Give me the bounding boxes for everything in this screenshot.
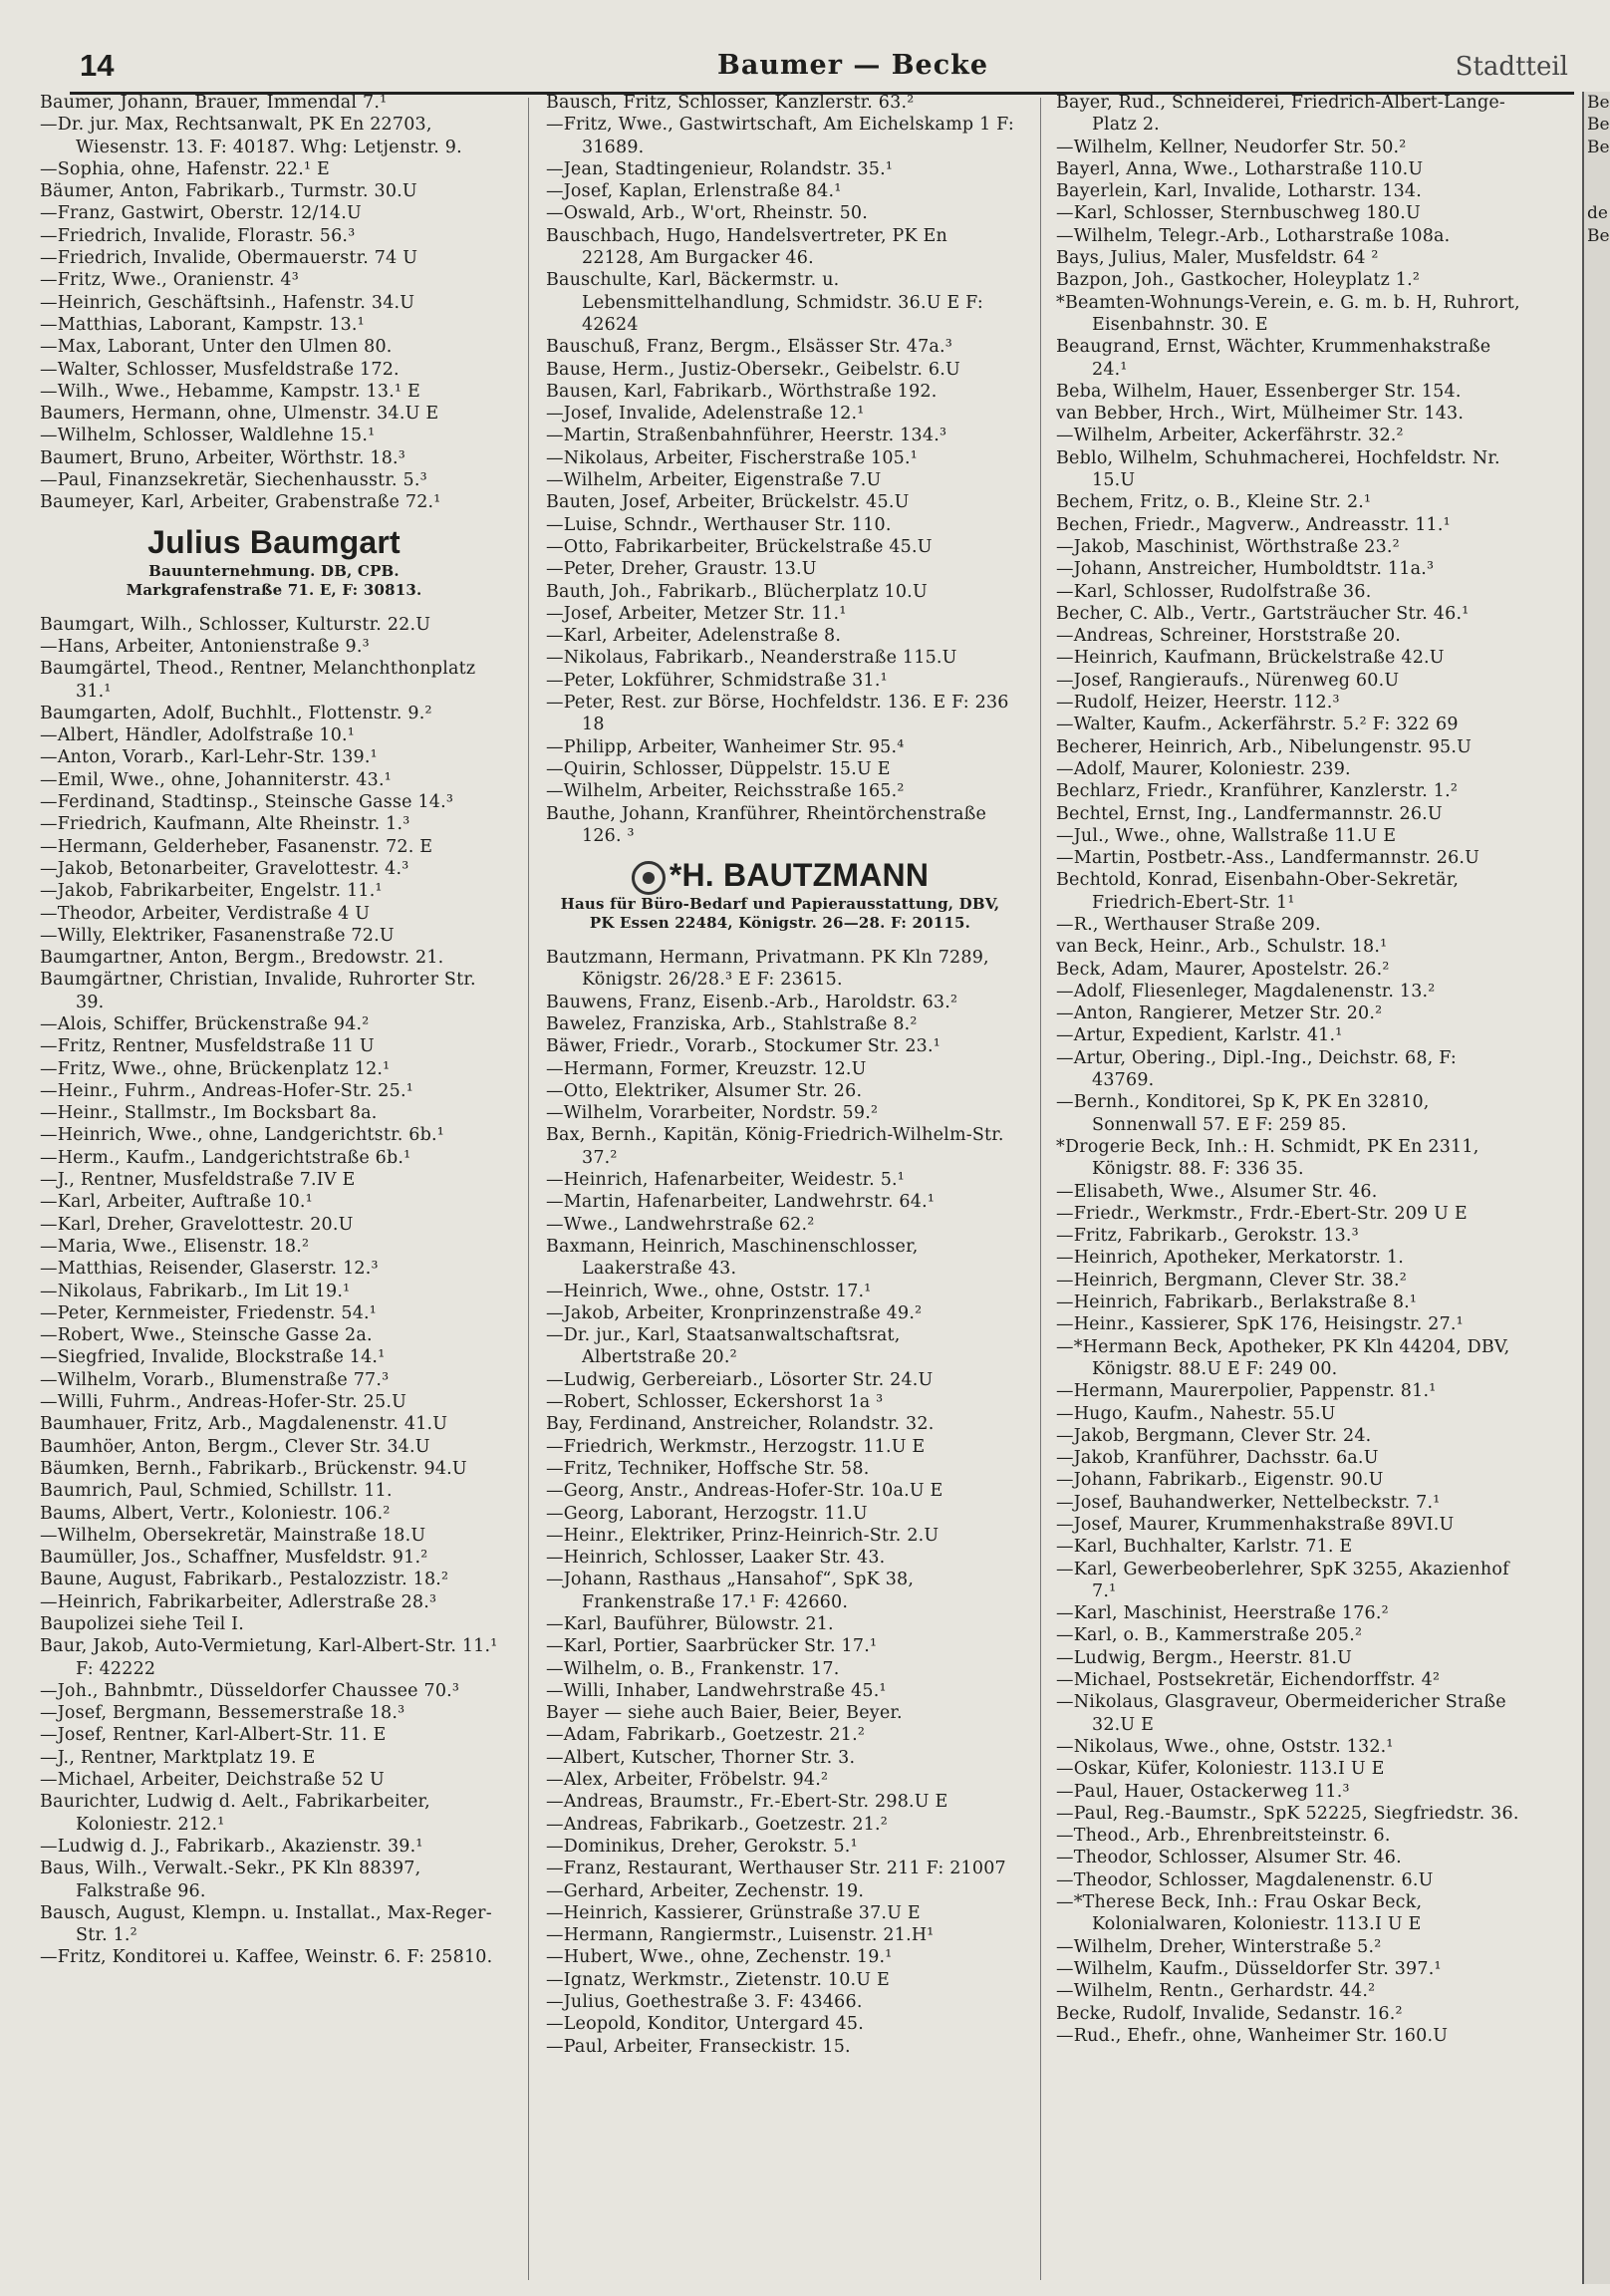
directory-entry: —Paul, Finanzsekretär, Siechenhausstr. 5.³	[40, 470, 427, 491]
directory-entry: Bechtel, Ernst, Ing., Landfermannstr. 26.U	[1056, 803, 1443, 824]
directory-entry: —Alex, Arbeiter, Fröbelstr. 94.²	[546, 1770, 829, 1791]
company-logo-icon	[632, 861, 666, 895]
directory-entry: Baumhauer, Fritz, Arb., Magdalenenstr. 41.U	[40, 1414, 448, 1435]
directory-entry: —Hermann, Gelderheber, Fasanenstr. 72. E	[40, 836, 433, 857]
ad-line: Bauunternehmung. DB, CPB.	[148, 561, 400, 580]
directory-entry: —Johann, Anstreicher, Humboldtstr. 11a.³	[1056, 559, 1435, 580]
directory-entry: —Jakob, Arbeiter, Kronprinzenstraße 49.²	[546, 1302, 923, 1323]
directory-entry: —Josef, Bauhandwerker, Nettelbeckstr. 7.¹	[1056, 1492, 1441, 1513]
directory-entry: —Oskar, Küfer, Koloniestr. 113.I U E	[1056, 1759, 1385, 1780]
directory-entry: Baumert, Bruno, Arbeiter, Wörthstr. 18.³	[40, 447, 406, 468]
directory-entry: Baumüller, Jos., Schaffner, Musfeldstr. 91.²	[40, 1548, 428, 1569]
directory-entry: —Karl, Portier, Saarbrücker Str. 17.¹	[546, 1636, 878, 1657]
directory-entry: —Jakob, Kranführer, Dachsstr. 6a.U	[1056, 1448, 1379, 1469]
directory-entry: Bauschbach, Hugo, Handelsvertreter, PK En 22128, Am Burgacker 46.	[546, 225, 947, 269]
directory-entry: —Nikolaus, Fabrikarb., Im Lit 19.¹	[40, 1281, 351, 1301]
directory-entry: —Karl, Dreher, Gravelottestr. 20.U	[40, 1214, 354, 1235]
directory-entry: Baumgartner, Anton, Bergm., Bredowstr. 21.	[40, 948, 444, 969]
directory-entry: —Ludwig, Bergm., Heerstr. 81.U	[1056, 1647, 1353, 1668]
directory-entry: —Friedrich, Kaufmann, Alte Rheinstr. 1.³	[40, 814, 410, 835]
directory-entry: —Friedr., Werkmstr., Frdr.-Ebert-Str. 209 U E	[1056, 1203, 1468, 1224]
adjacent-page-edge	[1582, 92, 1610, 2284]
directory-entry: Beba, Wilhelm, Hauer, Essenberger Str. 154.	[1056, 381, 1462, 402]
directory-entry: —Theodor, Arbeiter, Verdistraße 4 U	[40, 903, 371, 924]
directory-entry: —Wwe., Landwehrstraße 62.²	[546, 1214, 815, 1235]
directory-entry: —Otto, Fabrikarbeiter, Brückelstraße 45.U	[546, 536, 933, 557]
directory-entry: Bausch, Fritz, Schlosser, Kanzlerstr. 63.²	[546, 93, 915, 113]
directory-entry: Bäumer, Anton, Fabrikarb., Turmstr. 30.U	[40, 181, 417, 202]
page-number: 14	[80, 48, 115, 83]
directory-entry: —*Hermann Beck, Apotheker, PK Kln 44204, DBV, Königstr. 88.U E F: 249 00.	[1056, 1336, 1510, 1379]
directory-entry: —Emil, Wwe., ohne, Johanniterstr. 43.¹	[40, 769, 392, 790]
directory-entry: Baupolizei siehe Teil I.	[40, 1614, 245, 1634]
directory-entry: Bayerlein, Karl, Invalide, Lotharstr. 134.	[1056, 181, 1423, 202]
column-divider	[528, 98, 529, 2280]
directory-entry: Beblo, Wilhelm, Schuhmacherei, Hochfeldstr. Nr. 15.U	[1056, 447, 1500, 491]
directory-entry: —Heinrich, Kassierer, Grünstraße 37.U E	[546, 1902, 921, 1923]
directory-entry: —Willi, Fuhrm., Andreas-Hofer-Str. 25.U	[40, 1392, 407, 1413]
directory-entry: —Fritz, Rentner, Musfeldstraße 11 U	[40, 1036, 375, 1057]
directory-entry: —Karl, o. B., Kammerstraße 205.²	[1056, 1625, 1363, 1646]
directory-entry: —Andreas, Schreiner, Horststraße 20.	[1056, 626, 1402, 647]
directory-entry: —Jul., Wwe., ohne, Wallstraße 11.U E	[1056, 825, 1397, 846]
directory-entry: Bawelez, Franziska, Arb., Stahlstraße 8.²	[546, 1013, 918, 1034]
directory-entry: —Wilhelm, Arbeiter, Eigenstraße 7.U	[546, 470, 882, 491]
directory-entry: —Rud., Ehefr., ohne, Wanheimer Str. 160.U	[1056, 2025, 1449, 2046]
edge-fragment: Be	[1587, 225, 1610, 246]
directory-entry: —Jakob, Betonarbeiter, Gravelottestr. 4.³	[40, 858, 409, 879]
ad-line: Haus für Büro-Bedarf und Papierausstattung, DBV,	[560, 895, 1000, 914]
directory-entry: Beaugrand, Ernst, Wächter, Krummenhakstraße 24.¹	[1056, 337, 1491, 380]
directory-entry: —Albert, Kutscher, Thorner Str. 3.	[546, 1747, 856, 1768]
directory-entry: —Julius, Goethestraße 3. F: 43466.	[546, 1992, 863, 2013]
directory-entry: —Robert, Wwe., Steinsche Gasse 2a.	[40, 1325, 373, 1346]
directory-entry: Bauthe, Johann, Kranführer, Rheintörchenstraße 126. ³	[546, 803, 987, 846]
directory-entry: Bax, Bernh., Kapitän, König-Friedrich-Wilhelm-Str. 37.²	[546, 1125, 1004, 1168]
directory-entry: —Matthias, Laborant, Kampstr. 13.¹	[40, 314, 365, 335]
directory-entry: —Wilhelm, Vorarb., Blumenstraße 77.³	[40, 1369, 390, 1390]
directory-entry: —Heinrich, Fabrikarbeiter, Adlerstraße 28.³	[40, 1591, 437, 1612]
advertisement-bautzmann	[546, 855, 1014, 933]
directory-entry: Bayer — siehe auch Baier, Beier, Beyer.	[546, 1703, 903, 1724]
directory-entry: —Karl, Maschinist, Heerstraße 176.²	[1056, 1603, 1389, 1624]
directory-entry: —Heinr., Kassierer, SpK 176, Heisingstr. 27.¹	[1056, 1314, 1464, 1335]
directory-entry: *Drogerie Beck, Inh.: H. Schmidt, PK En 2311, Königstr. 88. F: 336 35.	[1056, 1136, 1479, 1180]
directory-entry: —Joh., Bahnbmtr., Düsseldorfer Chaussee 70.³	[40, 1680, 460, 1701]
directory-entry: —Josef, Invalide, Adelenstraße 12.¹	[546, 404, 865, 425]
directory-entry: —J., Rentner, Marktplatz 19. E	[40, 1747, 316, 1768]
ad-company-name: *H. BAUTZMANN	[546, 855, 1014, 895]
directory-entry: —Josef, Kaplan, Erlenstraße 84.¹	[546, 181, 842, 202]
directory-entry: —Josef, Rangieraufs., Nürenweg 60.U	[1056, 670, 1400, 691]
directory-entry: —Albert, Händler, Adolfstraße 10.¹	[40, 725, 356, 746]
advertisement-baumgart	[40, 522, 508, 600]
directory-entry: —Robert, Schlosser, Eckershorst 1a ³	[546, 1392, 884, 1413]
directory-entry: Bauschulte, Karl, Bäckermstr. u. Lebensmittelhandlung, Schmidstr. 36.U E F: 42624	[546, 270, 983, 335]
directory-entry: —Martin, Hafenarbeiter, Landwehrstr. 64.¹	[546, 1192, 936, 1213]
directory-entry: —Hermann, Former, Kreuzstr. 12.U	[546, 1058, 867, 1079]
directory-entry: Bauwens, Franz, Eisenb.-Arb., Haroldstr. 63.²	[546, 992, 958, 1012]
directory-entry: —Josef, Arbeiter, Metzer Str. 11.¹	[546, 603, 847, 624]
directory-entry: —Ludwig, Gerbereiarb., Lösorter Str. 24.U	[546, 1369, 934, 1390]
directory-entry: —Josef, Maurer, Krummenhakstraße 89VI.U	[1056, 1515, 1455, 1535]
ad-company-name: Julius Baumgart	[147, 523, 401, 560]
directory-entry: —Peter, Dreher, Graustr. 13.U	[546, 559, 817, 580]
directory-entry: —Peter, Lokführer, Schmidstraße 31.¹	[546, 670, 888, 691]
directory-entry: Baums, Albert, Vertr., Koloniestr. 106.²	[40, 1503, 391, 1524]
directory-entry: —Wilhelm, Kellner, Neudorfer Str. 50.²	[1056, 137, 1407, 157]
directory-entry: Bayerl, Anna, Wwe., Lotharstraße 110.U	[1056, 158, 1424, 179]
directory-entry: —*Therese Beck, Inh.: Frau Oskar Beck, Kolonialwaren, Koloniestr. 113.I U E	[1056, 1892, 1423, 1935]
directory-entry: —Martin, Postbetr.-Ass., Landfermannstr. 26.U	[1056, 848, 1480, 869]
directory-entry: —Karl, Arbeiter, Adelenstraße 8.	[546, 626, 842, 647]
directory-entry: Baus, Wilh., Verwalt.-Sekr., PK Kln 88397, Falkstraße 96.	[40, 1859, 421, 1901]
directory-entry: —Wilhelm, Dreher, Winterstraße 5.²	[1056, 1936, 1382, 1957]
directory-entry: —Theodor, Schlosser, Magdalenenstr. 6.U	[1056, 1869, 1434, 1890]
directory-entry: —Fritz, Wwe., Oranienstr. 4³	[40, 270, 299, 291]
directory-entry: —Fritz, Fabrikarb., Gerokstr. 13.³	[1056, 1226, 1359, 1247]
directory-entry: Becke, Rudolf, Invalide, Sedanstr. 16.²	[1056, 2003, 1403, 2024]
district-label: Stadtteil	[1455, 52, 1568, 82]
directory-entry: —Theodor, Schlosser, Alsumer Str. 46.	[1056, 1848, 1402, 1868]
directory-entry: Bechlarz, Friedr., Kranführer, Kanzlerstr. 1.²	[1056, 781, 1459, 802]
directory-entry: —R., Werthauser Straße 209.	[1056, 914, 1321, 935]
directory-entry: —Gerhard, Arbeiter, Zechenstr. 19.	[546, 1880, 865, 1901]
directory-entry: —Oswald, Arb., W'ort, Rheinstr. 50.	[546, 203, 868, 224]
directory-entry: —Wilh., Wwe., Hebamme, Kampstr. 13.¹ E	[40, 381, 420, 402]
directory-entry: Bausen, Karl, Fabrikarb., Wörthstraße 192.	[546, 381, 938, 402]
directory-entry: *Beamten-Wohnungs-Verein, e. G. m. b. H, Ruhrort, Eisenbahnstr. 30. E	[1056, 292, 1520, 335]
directory-entry: Baumer, Johann, Brauer, Immendal 7.¹	[40, 93, 388, 113]
directory-entry: —Heinr., Elektriker, Prinz-Heinrich-Str. 2.U	[546, 1525, 939, 1546]
directory-entry: —J., Rentner, Musfeldstraße 7.IV E	[40, 1170, 356, 1191]
directory-entry: Baumgarten, Adolf, Buchhlt., Flottenstr. 9.²	[40, 703, 432, 723]
ad-line: PK Essen 22484, Königstr. 26—28. F: 20115.	[589, 914, 971, 933]
directory-entry: —Bernh., Konditorei, Sp K, PK En 32810, Sonnenwall 57. E F: 259 85.	[1056, 1092, 1430, 1135]
directory-entry: —Siegfried, Invalide, Blockstraße 14.¹	[40, 1347, 386, 1368]
directory-entry: Baumgart, Wilh., Schlosser, Kulturstr. 22.U	[40, 614, 431, 635]
directory-entry: —Nikolaus, Arbeiter, Fischerstraße 105.¹	[546, 447, 918, 468]
directory-entry: Baumhöer, Anton, Bergm., Clever Str. 34.U	[40, 1436, 430, 1457]
directory-entry: Bauth, Joh., Fabrikarb., Blücherplatz 10.U	[546, 581, 928, 602]
directory-entry: —Josef, Bergmann, Bessemerstraße 18.³	[40, 1703, 405, 1724]
directory-entry: —Wilhelm, Arbeiter, Ackerfährstr. 32.²	[1056, 426, 1404, 446]
directory-entry: —Karl, Bauführer, Bülowstr. 21.	[546, 1614, 834, 1634]
edge-fragment: Be	[1587, 93, 1610, 113]
directory-entry: —Karl, Schlosser, Rudolfstraße 36.	[1056, 581, 1372, 602]
directory-entry: —Heinrich, Schlosser, Laaker Str. 43.	[546, 1548, 886, 1569]
directory-entry: —Paul, Reg.-Baumstr., SpK 52225, Siegfriedstr. 36.	[1056, 1803, 1519, 1824]
directory-entry: Baumeyer, Karl, Arbeiter, Grabenstraße 72.¹	[40, 492, 441, 513]
directory-entry: —Franz, Restaurant, Werthauser Str. 211 F: 21007	[546, 1859, 1006, 1879]
directory-entry: Bays, Julius, Maler, Musfeldstr. 64 ²	[1056, 248, 1379, 269]
directory-entry: —Fritz, Techniker, Hoffsche Str. 58.	[546, 1458, 870, 1479]
directory-entry: —Dominikus, Dreher, Gerokstr. 5.¹	[546, 1836, 858, 1857]
directory-entry: —Heinrich, Bergmann, Clever Str. 38.²	[1056, 1270, 1407, 1291]
directory-entry: Baur, Jakob, Auto-Vermietung, Karl-Albert-Str. 11.¹ F: 42222	[40, 1636, 498, 1679]
directory-entry: Bäwer, Friedr., Vorarb., Stockumer Str. 23.¹	[546, 1036, 940, 1057]
name-range: Baumer — Becke	[717, 50, 989, 81]
page-header	[70, 44, 1574, 95]
directory-entry: Bäumken, Bernh., Fabrikarb., Brückenstr. 94.U	[40, 1458, 467, 1479]
directory-entry: —Heinrich, Apotheker, Merkatorstr. 1.	[1056, 1248, 1405, 1269]
directory-entry: Bauten, Josef, Arbeiter, Brückelstr. 45.U	[546, 492, 910, 513]
directory-entry: Baxmann, Heinrich, Maschinenschlosser, Laakerstraße 43.	[546, 1236, 919, 1280]
directory-entry: —Wilhelm, Schlosser, Waldlehne 15.¹	[40, 426, 376, 446]
column-3	[1056, 92, 1524, 2284]
directory-entry: —Ferdinand, Stadtinsp., Steinsche Gasse 14.³	[40, 792, 454, 813]
directory-entry: —Philipp, Arbeiter, Wanheimer Str. 95.⁴	[546, 736, 905, 757]
directory-entry: —Dr. jur., Karl, Staatsanwaltschaftsrat, Albertstraße 20.²	[546, 1325, 901, 1368]
directory-entry: —Josef, Rentner, Karl-Albert-Str. 11. E	[40, 1725, 387, 1746]
directory-entry: —Walter, Schlosser, Musfeldstraße 172.	[40, 359, 400, 380]
directory-entry: —Wilhelm, Rentn., Gerhardstr. 44.²	[1056, 1981, 1376, 2002]
directory-entry: Bautzmann, Hermann, Privatmann. PK Kln 7289, Königstr. 26/28.³ E F: 23615.	[546, 948, 989, 991]
directory-entry: —Peter, Kernmeister, Friedenstr. 54.¹	[40, 1302, 378, 1323]
directory-entry: Baumgärtel, Theod., Rentner, Melanchthonplatz 31.¹	[40, 659, 476, 702]
directory-entry: —Willy, Elektriker, Fasanenstraße 72.U	[40, 925, 395, 946]
directory-entry: —Max, Laborant, Unter den Ulmen 80.	[40, 337, 393, 358]
directory-entry: —Maria, Wwe., Elisenstr. 18.²	[40, 1236, 310, 1257]
directory-entry: —Martin, Straßenbahnführer, Heerstr. 134.³	[546, 426, 947, 446]
directory-entry: —Artur, Expedient, Karlstr. 41.¹	[1056, 1025, 1343, 1046]
directory-entry: —Alois, Schiffer, Brückenstraße 94.²	[40, 1013, 370, 1034]
directory-entry: —Johann, Fabrikarb., Eigenstr. 90.U	[1056, 1470, 1384, 1491]
directory-entry: —Heinrich, Fabrikarb., Berlakstraße 8.¹	[1056, 1292, 1418, 1313]
column-1	[40, 92, 508, 2284]
column-2	[546, 92, 1014, 2284]
directory-entry: —Fritz, Wwe., Gastwirtschaft, Am Eichelskamp 1 F: 31689.	[546, 115, 1014, 157]
directory-entry: —Anton, Vorarb., Karl-Lehr-Str. 139.¹	[40, 747, 378, 768]
directory-entry: Bechen, Friedr., Magverw., Andreasstr. 11.¹	[1056, 514, 1451, 535]
directory-entry: —Wilhelm, Telegr.-Arb., Lotharstraße 108a.	[1056, 225, 1451, 246]
directory-entry: Baumgärtner, Christian, Invalide, Ruhrorter Str. 39.	[40, 970, 476, 1012]
directory-entry: —Jean, Stadtingenieur, Rolandstr. 35.¹	[546, 158, 894, 179]
directory-entry: —Otto, Elektriker, Alsumer Str. 26.	[546, 1080, 863, 1101]
directory-entry: —Karl, Schlosser, Sternbuschweg 180.U	[1056, 203, 1421, 224]
directory-entry: —Jakob, Maschinist, Wörthstraße 23.²	[1056, 536, 1400, 557]
directory-entry: —Quirin, Schlosser, Düppelstr. 15.U E	[546, 758, 891, 779]
directory-entry: —Michael, Arbeiter, Deichstraße 52 U	[40, 1770, 385, 1791]
directory-entry: —Heinrich, Hafenarbeiter, Weidestr. 5.¹	[546, 1170, 906, 1191]
edge-fragment	[1584, 158, 1610, 180]
directory-entry: —Friedrich, Invalide, Obermauerstr. 74 U	[40, 248, 418, 269]
directory-entry: —Hugo, Kaufm., Nahestr. 55.U	[1056, 1403, 1336, 1424]
directory-entry: —Johann, Rasthaus „Hansahof“, SpK 38, Frankenstraße 17.¹ F: 42660.	[546, 1570, 915, 1612]
directory-entry: —Paul, Hauer, Ostackerweg 11.³	[1056, 1781, 1350, 1802]
directory-entry: —Fritz, Wwe., ohne, Brückenplatz 12.¹	[40, 1058, 391, 1079]
directory-entry: —Wilhelm, Kaufm., Düsseldorfer Str. 397.¹	[1056, 1958, 1442, 1979]
directory-entry: —Franz, Gastwirt, Oberstr. 12/14.U	[40, 203, 362, 224]
directory-entry: —Anton, Rangierer, Metzer Str. 20.²	[1056, 1004, 1383, 1024]
directory-entry: Bausch, August, Klempn. u. Installat., Max-Reger-Str. 1.²	[40, 1902, 492, 1946]
directory-entry: —Nikolaus, Wwe., ohne, Oststr. 132.¹	[1056, 1736, 1394, 1757]
directory-entry: —Matthias, Reisender, Glaserstr. 12.³	[40, 1259, 379, 1280]
directory-entry: Bause, Herm., Justiz-Obersekr., Geibelstr. 6.U	[546, 359, 960, 380]
directory-entry: —Heinr., Fuhrm., Andreas-Hofer-Str. 25.¹	[40, 1080, 413, 1101]
edge-fragment: Be	[1587, 137, 1610, 157]
directory-entry: —Luise, Schndr., Werthauser Str. 110.	[546, 514, 892, 535]
directory-entry: Bechem, Fritz, o. B., Kleine Str. 2.¹	[1056, 492, 1372, 513]
edge-fragment: de	[1587, 203, 1608, 224]
directory-entry: Bayer, Rud., Schneiderei, Friedrich-Albert-Lange-Platz 2.	[1056, 93, 1506, 136]
directory-entry: —Peter, Rest. zur Börse, Hochfeldstr. 136. E F: 236 18	[546, 693, 1009, 735]
directory-entry: —Nikolaus, Fabrikarb., Neanderstraße 115.U	[546, 648, 957, 669]
directory-entry: —Jakob, Fabrikarbeiter, Engelstr. 11.¹	[40, 881, 383, 902]
directory-entry: —Wilhelm, Vorarbeiter, Nordstr. 59.²	[546, 1103, 879, 1124]
ad-line: Markgrafenstraße 71. E, F: 30813.	[126, 580, 422, 599]
directory-entry: —Andreas, Braumstr., Fr.-Ebert-Str. 298.U E	[546, 1792, 948, 1813]
directory-entry: —Paul, Arbeiter, Franseckistr. 15.	[546, 2036, 851, 2057]
directory-entry: —Walter, Kaufm., Ackerfährstr. 5.² F: 322 69	[1056, 715, 1459, 735]
directory-entry: —Dr. jur. Max, Rechtsanwalt, PK En 22703, Wiesenstr. 13. F: 40187. Whg: Letjenstr. 9.	[40, 115, 462, 157]
directory-entry: —Rudolf, Heizer, Heerstr. 112.³	[1056, 693, 1340, 714]
directory-entry: Baumers, Hermann, ohne, Ulmenstr. 34.U E	[40, 404, 439, 425]
directory-entry: Becher, C. Alb., Vertr., Gartsträucher Str. 46.¹	[1056, 603, 1470, 624]
directory-entry: —Andreas, Fabrikarb., Goetzestr. 21.²	[546, 1814, 889, 1835]
directory-entry: —Wilhelm, Arbeiter, Reichsstraße 165.²	[546, 781, 905, 802]
directory-entry: —Ignatz, Werkmstr., Zietenstr. 10.U E	[546, 1969, 890, 1990]
directory-entry: van Beck, Heinr., Arb., Schulstr. 18.¹	[1056, 937, 1388, 958]
directory-entry: —Wilhelm, Obersekretär, Mainstraße 18.U	[40, 1525, 426, 1546]
directory-entry: Bauschuß, Franz, Bergm., Elsässer Str. 47a.³	[546, 337, 953, 358]
directory-entry: —Heinrich, Wwe., ohne, Oststr. 17.¹	[546, 1281, 872, 1301]
directory-entry: —Georg, Anstr., Andreas-Hofer-Str. 10a.U E	[546, 1481, 943, 1502]
directory-entry: —Theod., Arb., Ehrenbreitsteinstr. 6.	[1056, 1826, 1391, 1847]
directory-entry: Becherer, Heinrich, Arb., Nibelungenstr. 95.U	[1056, 736, 1473, 757]
directory-entry: —Adolf, Fliesenleger, Magdalenenstr. 13.²	[1056, 981, 1436, 1002]
directory-entry: Bazpon, Joh., Gastkocher, Holeyplatz 1.²	[1056, 270, 1421, 291]
directory-entry: —Sophia, ohne, Hafenstr. 22.¹ E	[40, 158, 330, 179]
directory-entry: —Willi, Inhaber, Landwehrstraße 45.¹	[546, 1680, 887, 1701]
directory-entry: —Fritz, Konditorei u. Kaffee, Weinstr. 6. F: 25810.	[40, 1947, 493, 1968]
directory-entry: —Elisabeth, Wwe., Alsumer Str. 46.	[1056, 1181, 1378, 1202]
directory-entry: —Friedrich, Werkmstr., Herzogstr. 11.U E	[546, 1436, 926, 1457]
directory-entry: Baurichter, Ludwig d. Aelt., Fabrikarbeiter, Koloniestr. 212.¹	[40, 1792, 430, 1835]
directory-entry: —Heinrich, Kaufmann, Brückelstraße 42.U	[1056, 648, 1445, 669]
directory-entry: —Karl, Gewerbeoberlehrer, SpK 3255, Akazienhof 7.¹	[1056, 1559, 1509, 1601]
directory-entry: —Karl, Arbeiter, Auftraße 10.¹	[40, 1192, 313, 1213]
directory-entry: —Karl, Buchhalter, Karlstr. 71. E	[1056, 1537, 1353, 1558]
directory-entry: —Heinrich, Geschäftsinh., Hafenstr. 34.U	[40, 292, 415, 313]
directory-entry: —Adolf, Maurer, Koloniestr. 239.	[1056, 758, 1351, 779]
directory-entry: Bechtold, Konrad, Eisenbahn-Ober-Sekretär, Friedrich-Ebert-Str. 1¹	[1056, 870, 1460, 913]
directory-entry: —Hubert, Wwe., ohne, Zechenstr. 19.¹	[546, 1947, 893, 1968]
directory-entry: Baumrich, Paul, Schmied, Schillstr. 11.	[40, 1481, 393, 1502]
directory-entry: —Artur, Obering., Dipl.-Ing., Deichstr. 68, F: 43769.	[1056, 1047, 1458, 1091]
directory-entry: —Georg, Laborant, Herzogstr. 11.U	[546, 1503, 868, 1524]
directory-entry: —Michael, Postsekretär, Eichendorffstr. 4²	[1056, 1670, 1441, 1691]
directory-entry: —Hans, Arbeiter, Antonienstraße 9.³	[40, 636, 370, 657]
directory-entry: —Leopold, Konditor, Untergard 45.	[546, 2014, 864, 2035]
directory-entry: —Heinrich, Wwe., ohne, Landgerichtstr. 6b.¹	[40, 1125, 444, 1146]
edge-fragment: Be	[1587, 115, 1610, 136]
directory-entry: Baune, August, Fabrikarb., Pestalozzistr. 18.²	[40, 1570, 449, 1590]
directory-entry: —Adam, Fabrikarb., Goetzestr. 21.²	[546, 1725, 866, 1746]
directory-entry: —Hermann, Maurerpolier, Pappenstr. 81.¹	[1056, 1381, 1437, 1402]
directory-entry: Beck, Adam, Maurer, Apostelstr. 26.²	[1056, 959, 1390, 980]
edge-fragment	[1584, 180, 1610, 202]
directory-entry: —Friedrich, Invalide, Florastr. 56.³	[40, 225, 356, 246]
directory-entry: —Hermann, Rangiermstr., Luisenstr. 21.H¹	[546, 1925, 935, 1946]
directory-entry: —Heinr., Stallmstr., Im Bocksbart 8a.	[40, 1103, 378, 1124]
directory-entry: —Jakob, Bergmann, Clever Str. 24.	[1056, 1425, 1372, 1446]
directory-entry: —Wilhelm, o. B., Frankenstr. 17.	[546, 1658, 840, 1679]
directory-entry: —Ludwig d. J., Fabrikarb., Akazienstr. 39.¹	[40, 1836, 423, 1857]
directory-entry: Bay, Ferdinand, Anstreicher, Rolandstr. 32.	[546, 1414, 935, 1435]
directory-entry: van Bebber, Hrch., Wirt, Mülheimer Str. 143.	[1056, 404, 1465, 425]
directory-entry: —Herm., Kaufm., Landgerichtstraße 6b.¹	[40, 1147, 411, 1168]
column-divider	[1040, 98, 1041, 2280]
directory-entry: —Nikolaus, Glasgraveur, Obermeidericher Straße 32.U E	[1056, 1692, 1506, 1735]
